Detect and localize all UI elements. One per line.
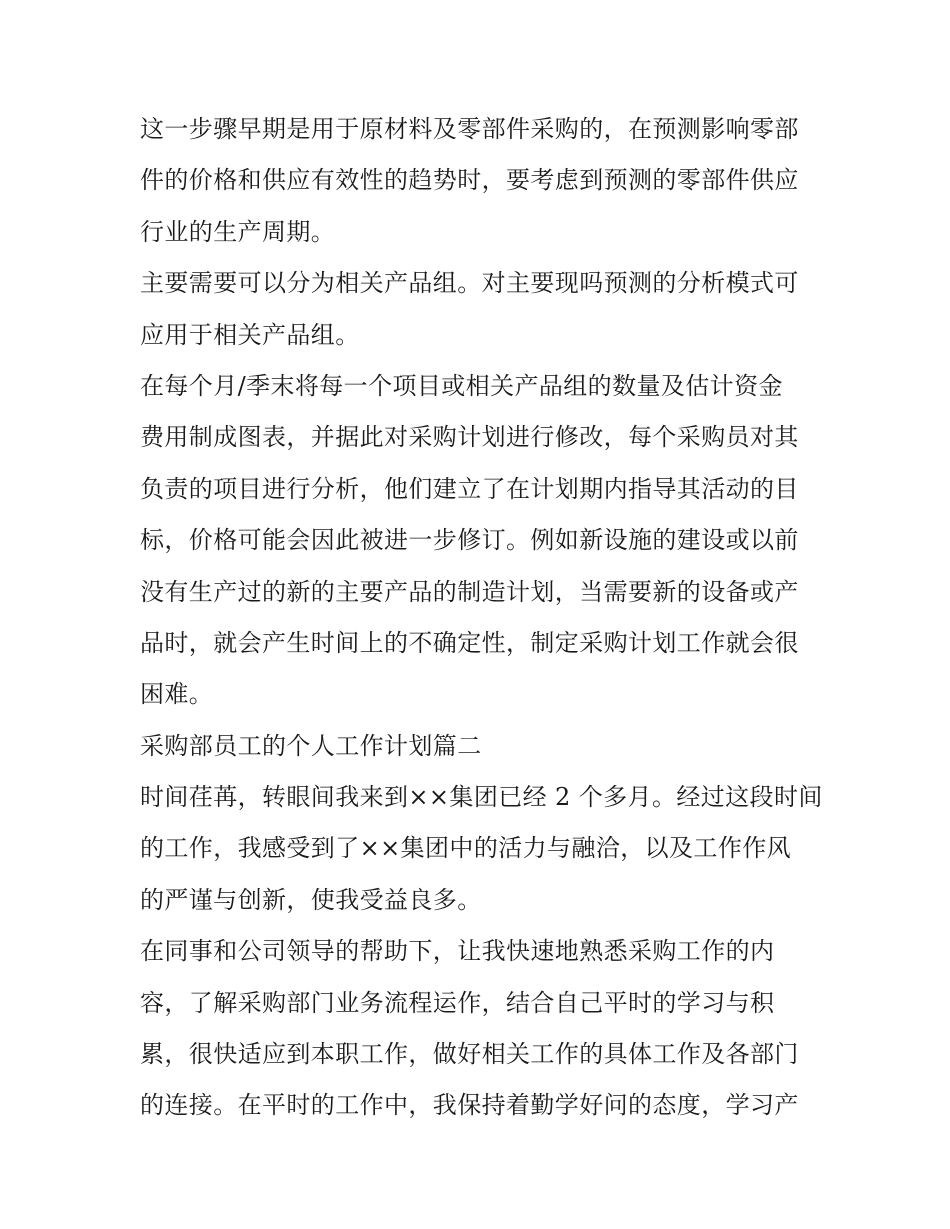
text-line: 容，了解采购部门业务流程运作，结合自己平时的学习与积 xyxy=(140,988,775,1017)
document-body xyxy=(140,104,823,1132)
text-line: 在每个月/季末将每一个项目或相关产品组的数量及估计资金 xyxy=(140,371,783,400)
text-line: 行业的生产周期。 xyxy=(140,217,336,246)
text-line: 这一步骤早期是用于原材料及零部件采购的，在预测影响零部 xyxy=(140,115,799,143)
text-line: 的严谨与创新，使我受益良多。 xyxy=(140,885,482,914)
section-heading: 采购部员工的个人工作计划篇二 xyxy=(140,731,482,760)
text-line: 标，价格可能会因此被进一步修订。例如新设施的建设或以前 xyxy=(140,526,799,555)
text-line: 费用制成图表，并据此对采购计划进行修改，每个采购员对其 xyxy=(140,423,799,452)
text-line: 时间荏苒，转眼间我来到××集团已经 2 个多月。经过这段时间 xyxy=(140,783,823,812)
text-line: 累，很快适应到本职工作，做好相关工作的具体工作及各部门 xyxy=(140,1040,799,1069)
text-line: 主要需要可以分为相关产品组。对主要现吗预测的分析模式可 xyxy=(140,269,799,298)
text-line: 应用于相关产品组。 xyxy=(140,320,360,349)
text-line: 的连接。在平时的工作中，我保持着勤学好问的态度，学习产 xyxy=(140,1091,799,1120)
text-line: 件的价格和供应有效性的趋势时，要考虑到预测的零部件供应 xyxy=(140,166,799,195)
text-line: 品时，就会产生时间上的不确定性，制定采购计划工作就会很 xyxy=(140,628,799,657)
text-line: 负责的项目进行分析，他们建立了在计划期内指导其活动的目 xyxy=(140,474,799,503)
text-line: 在同事和公司领导的帮助下，让我快速地熟悉采购工作的内 xyxy=(140,937,775,966)
text-line: 没有生产过的新的主要产品的制造计划，当需要新的设备或产 xyxy=(140,577,799,606)
text-line: 的工作，我感受到了××集团中的活力与融洽，以及工作作风 xyxy=(140,834,792,863)
text-line: 困难。 xyxy=(140,680,214,709)
